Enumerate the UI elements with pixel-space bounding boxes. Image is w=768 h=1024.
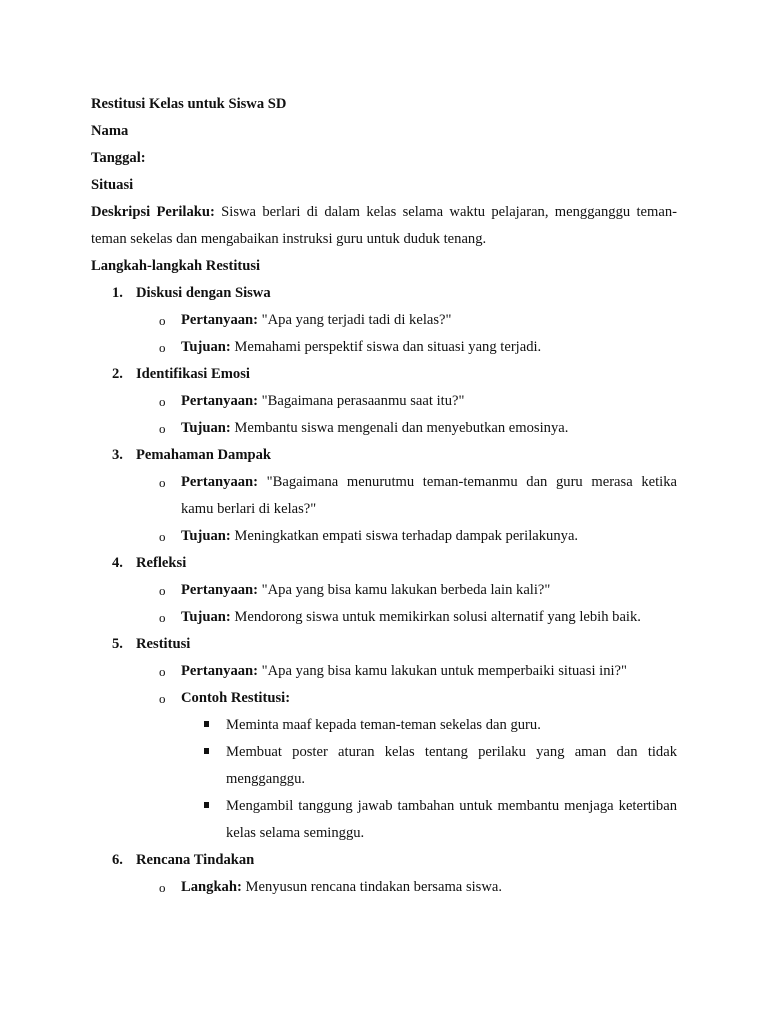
document-page — [91, 91, 677, 901]
step-item — [91, 442, 677, 469]
example-text: Membuat poster aturan kelas tentang perilaku yang aman dan tidak mengganggu. — [226, 743, 677, 787]
goal-label: Tujuan: — [181, 527, 231, 544]
step-number: 5. — [112, 635, 123, 652]
step-item — [91, 550, 677, 577]
square-bullet-icon — [204, 748, 209, 754]
date-label: Tanggal: — [91, 150, 146, 166]
restitution-examples-heading — [91, 685, 677, 712]
circle-bullet-icon: o — [159, 420, 166, 436]
goal-text: Meningkatkan empati siswa terhadap dampak perilakunya. — [230, 527, 579, 544]
example-text: Mengambil tanggung jawab tambahan untuk membantu menjaga ketertiban kelas selama seminggu. — [226, 797, 677, 841]
step-item — [91, 361, 677, 388]
question-text: "Apa yang bisa kamu lakukan untuk memperbaiki situasi ini?" — [258, 662, 627, 679]
restitution-example — [91, 712, 677, 739]
step-number: 6. — [112, 851, 123, 868]
question-text: "Bagaimana perasaanmu saat itu?" — [258, 392, 465, 409]
circle-bullet-icon: o — [159, 474, 166, 490]
goal-label: Tujuan: — [181, 419, 231, 436]
step-title: Rencana Tindakan — [136, 851, 255, 868]
description-label: Deskripsi Perilaku: — [91, 204, 215, 220]
step-title: Restitusi — [136, 635, 191, 652]
steps-heading: Langkah-langkah Restitusi — [91, 257, 261, 274]
restitution-example — [91, 793, 677, 847]
step-number: 1. — [112, 284, 123, 301]
step-question — [91, 577, 677, 604]
circle-bullet-icon: o — [159, 528, 166, 544]
question-label: Pertanyaan: — [181, 311, 259, 328]
circle-bullet-icon: o — [159, 690, 166, 706]
step-number: 3. — [112, 446, 123, 463]
description-text: Siswa berlari di dalam kelas selama waktu pelajaran, mengganggu teman-teman sekelas dan mengabaikan instruksi guru untuk duduk tenang. — [91, 204, 677, 247]
action-text: Menyusun rencana tindakan bersama siswa. — [241, 878, 503, 895]
circle-bullet-icon: o — [159, 339, 166, 355]
step-question — [91, 307, 677, 334]
document-title: Restitusi Kelas untuk Siswa SD — [91, 96, 287, 112]
action-label: Langkah: — [181, 878, 242, 895]
example-text: Meminta maaf kepada teman-teman sekelas dan guru. — [226, 716, 541, 733]
square-bullet-icon — [204, 721, 209, 727]
circle-bullet-icon: o — [159, 609, 166, 625]
question-label: Pertanyaan: — [181, 662, 259, 679]
goal-label: Tujuan: — [181, 338, 231, 355]
step-item — [91, 631, 677, 658]
question-text: "Apa yang terjadi tadi di kelas?" — [258, 311, 452, 328]
question-text: "Bagaimana menurutmu teman-temanmu dan guru merasa ketika kamu berlari di kelas?" — [181, 473, 677, 517]
question-label: Pertanyaan: — [181, 392, 259, 409]
goal-text: Memahami perspektif siswa dan situasi yang terjadi. — [230, 338, 542, 355]
step-goal — [91, 334, 677, 361]
step-action — [91, 874, 677, 901]
step-title: Diskusi dengan Siswa — [136, 284, 271, 301]
behavior-description — [91, 199, 677, 253]
step-goal — [91, 604, 677, 631]
question-label: Pertanyaan: — [181, 581, 259, 598]
step-number: 4. — [112, 554, 123, 571]
step-item — [91, 847, 677, 874]
circle-bullet-icon: o — [159, 582, 166, 598]
step-question — [91, 388, 677, 415]
examples-label: Contoh Restitusi: — [181, 689, 291, 706]
goal-text: Membantu siswa mengenali dan menyebutkan emosinya. — [230, 419, 569, 436]
square-bullet-icon — [204, 802, 209, 808]
step-item — [91, 280, 677, 307]
step-title: Pemahaman Dampak — [136, 446, 271, 463]
situation-heading: Situasi — [91, 177, 134, 193]
step-title: Identifikasi Emosi — [136, 365, 250, 382]
step-number: 2. — [112, 365, 123, 382]
step-goal — [91, 415, 677, 442]
circle-bullet-icon: o — [159, 663, 166, 679]
step-question — [91, 469, 677, 523]
circle-bullet-icon: o — [159, 312, 166, 328]
circle-bullet-icon: o — [159, 879, 166, 895]
question-label: Pertanyaan: — [181, 473, 259, 490]
step-question — [91, 658, 677, 685]
name-label: Nama — [91, 123, 129, 139]
step-goal — [91, 523, 677, 550]
restitution-example — [91, 739, 677, 793]
goal-text: Mendorong siswa untuk memikirkan solusi alternatif yang lebih baik. — [230, 608, 641, 625]
step-title: Refleksi — [136, 554, 187, 571]
goal-label: Tujuan: — [181, 608, 231, 625]
circle-bullet-icon: o — [159, 393, 166, 409]
question-text: "Apa yang bisa kamu lakukan berbeda lain kali?" — [258, 581, 551, 598]
